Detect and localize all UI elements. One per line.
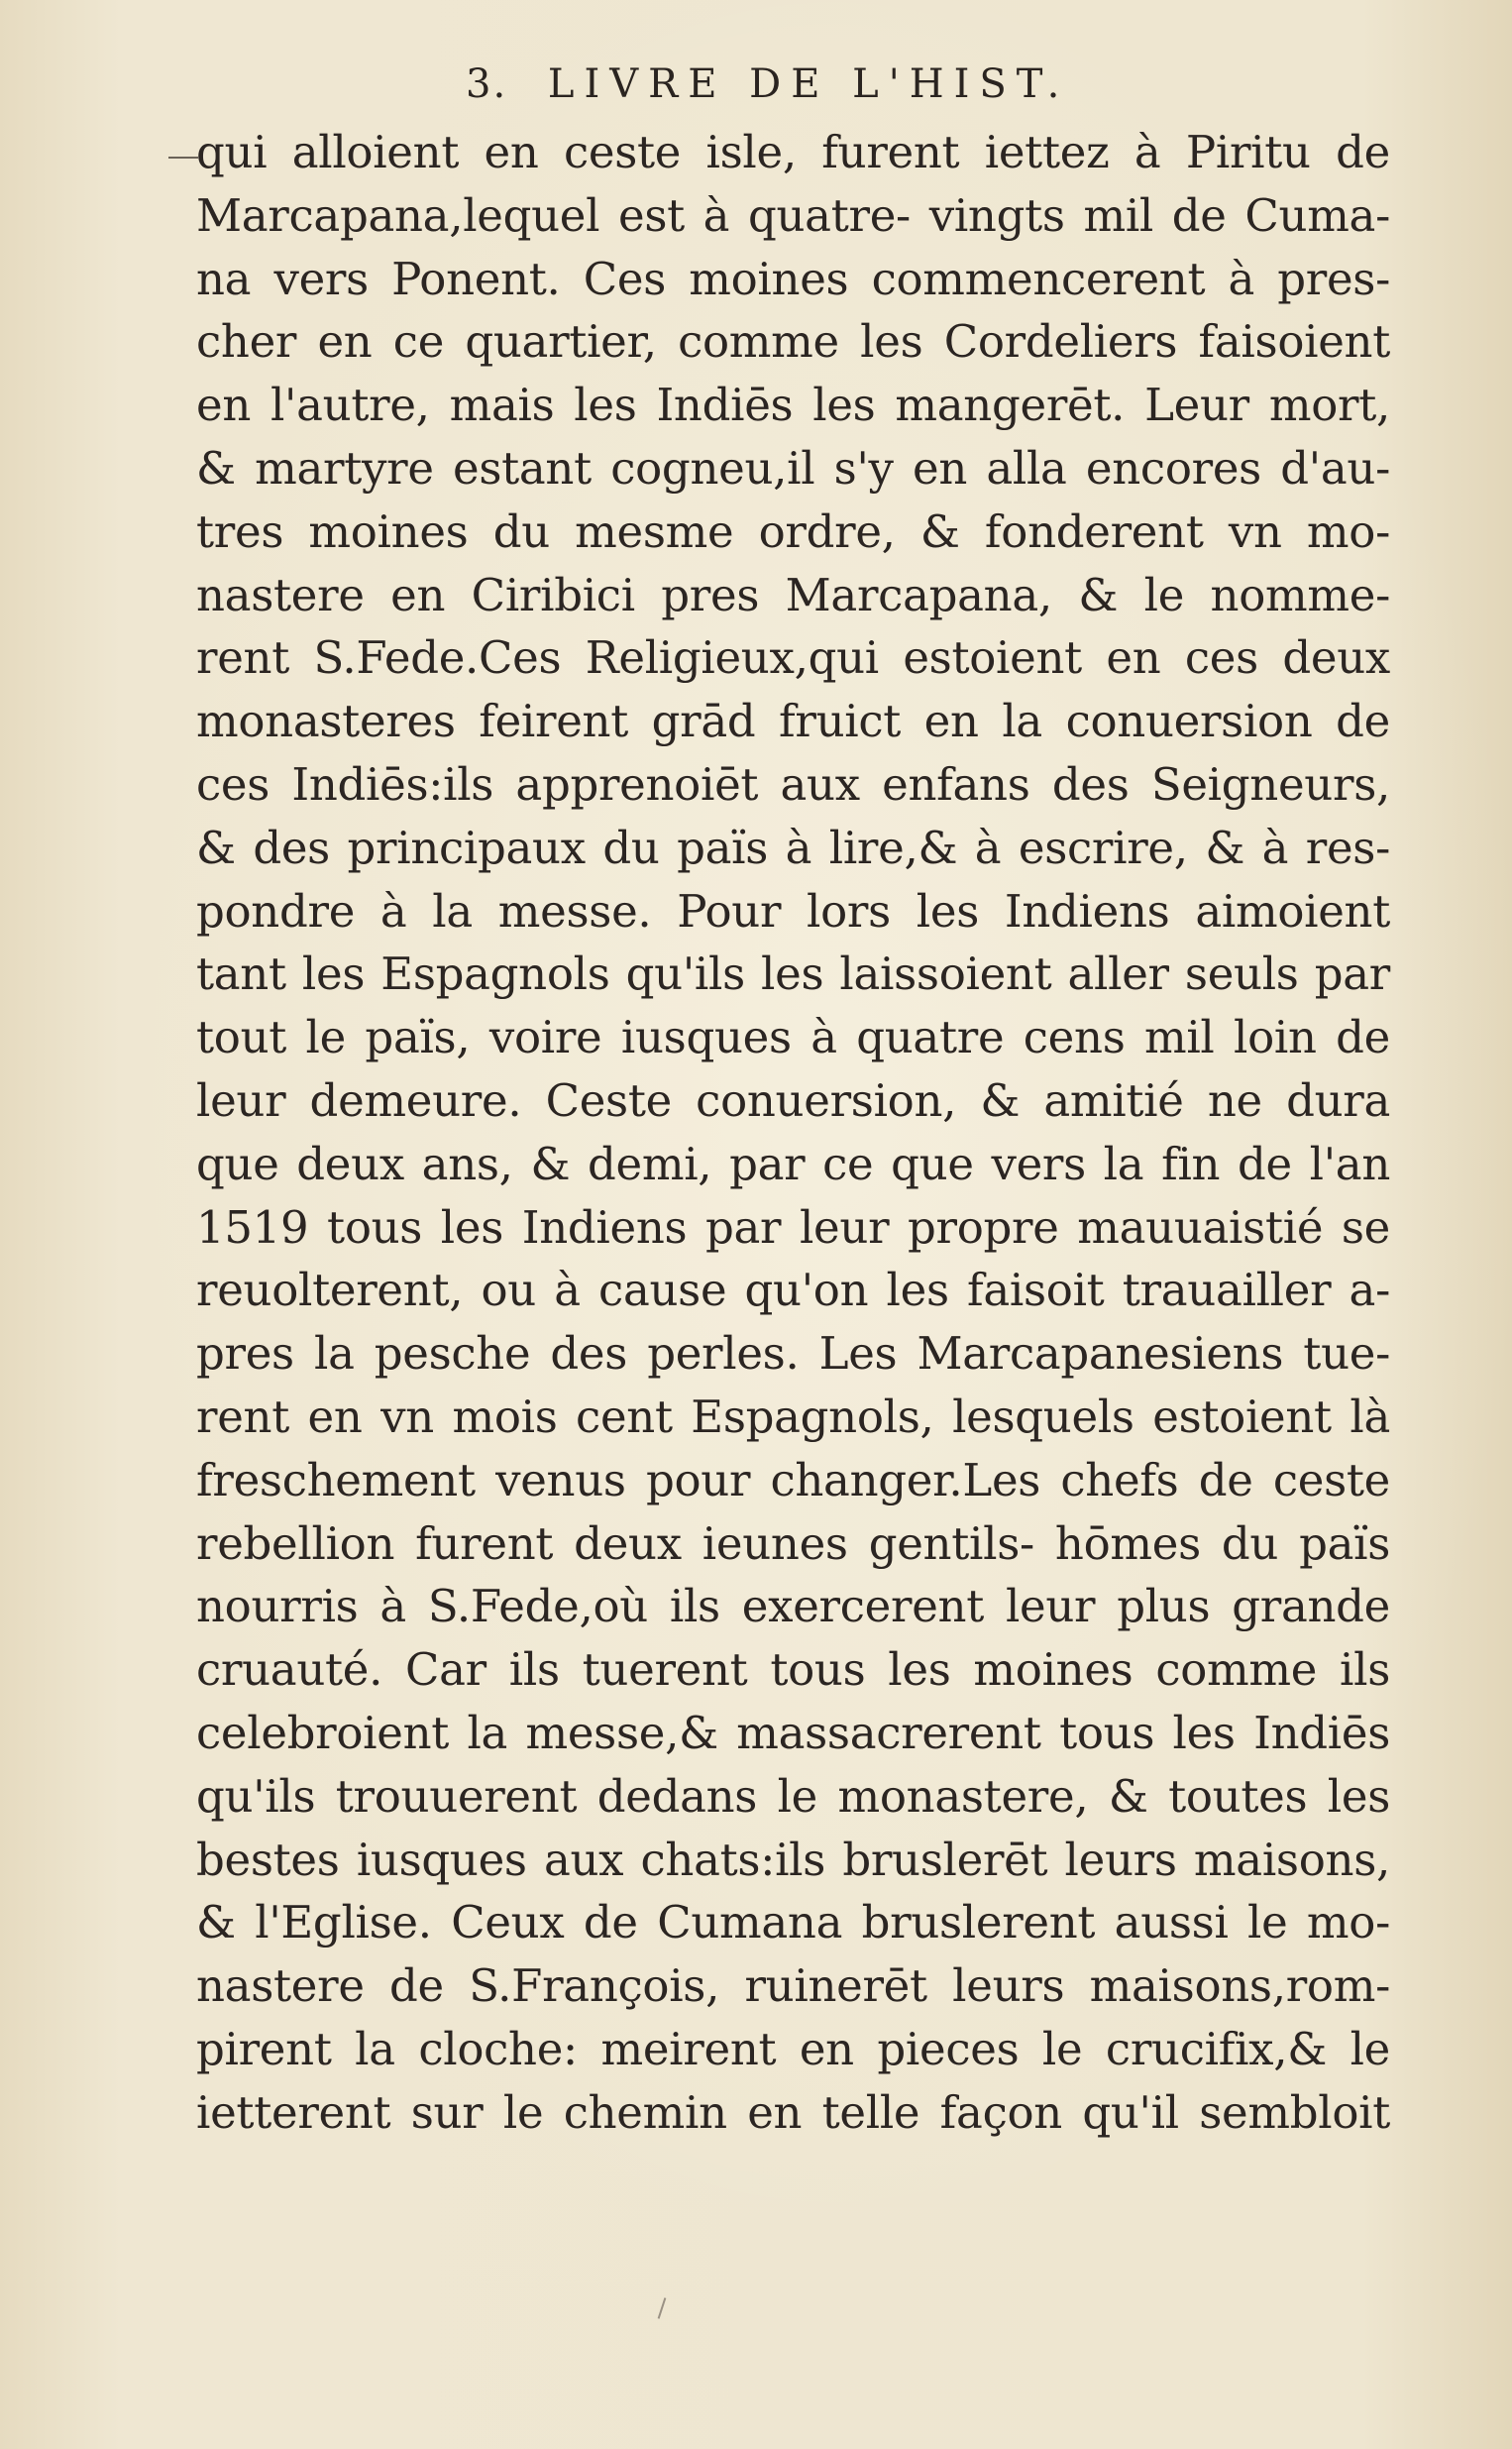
text-line: reuolterent, ou à cause qu'on les faisoit trauailler a- (196, 1264, 1390, 1317)
text-line: rent en vn mois cent Espagnols, lesquels estoient là (196, 1390, 1390, 1443)
text-line: leur demeure. Ceste conuersion, & amitié ne dura (196, 1073, 1390, 1127)
text-line: tant les Espagnols qu'ils les laissoient aller seuls par (196, 947, 1390, 1001)
text-line: cruauté. Car ils tuerent tous les moines comme ils (196, 1643, 1390, 1697)
text-line: & des principaux du païs à lire,& à escrire, & à res- (196, 821, 1390, 874)
text-line: & l'Eglise. Ceux de Cumana bruslerent aussi le mo- (196, 1896, 1390, 1949)
text-line: pirent la cloche: meirent en pieces le crucifix,& le (196, 2022, 1390, 2075)
text-line: celebroient la messe,& massacrerent tous les Indiēs (196, 1706, 1390, 1759)
text-line: tres moines du mesme ordre, & fonderent vn mo- (196, 504, 1390, 558)
text-line: 1519 tous les Indiens par leur propre mauuaistié se (196, 1200, 1390, 1254)
text-line: pondre à la messe. Pour lors les Indiens aimoient (196, 884, 1390, 938)
text-line: rebellion furent deux ieunes gentils- hōmes du païs (196, 1516, 1390, 1570)
running-head-title: LIVRE DE L'HIST. (547, 61, 1070, 107)
text-line: cher en ce quartier, comme les Cordeliers faisoient (196, 315, 1390, 369)
margin-mark (168, 157, 198, 159)
text-line: qu'ils trouuerent dedans le monastere, & toutes les (196, 1769, 1390, 1823)
text-line: nastere en Ciribici pres Marcapana, & le nomme- (196, 568, 1390, 621)
text-line: rent S.Fede.Ces Religieux,qui estoient en ces deux (196, 631, 1390, 685)
text-line: nastere de S.François, ruinerēt leurs maisons,rom- (196, 1959, 1390, 2013)
text-line: ces Indiēs:ils apprenoiēt aux enfans des Seigneurs, (196, 757, 1390, 811)
text-line: & martyre estant cogneu,il s'y en alla encores d'au- (196, 441, 1390, 495)
text-line: freschement venus pour changer.Les chefs de ceste (196, 1453, 1390, 1506)
body-text (196, 121, 1390, 2145)
text-line: qui alloient en ceste isle, furent iettez à Piritu de (196, 126, 1390, 178)
text-line: monasteres feirent grād fruict en la conuersion de (196, 695, 1390, 748)
text-line: na vers Ponent. Ces moines commencerent à pres- (196, 252, 1390, 305)
text-line: Marcapana,lequel est à quatre- vingts mil de Cuma- (196, 188, 1390, 242)
text-line: que deux ans, & demi, par ce que vers la fin de l'an (196, 1137, 1390, 1190)
stray-ink-mark (658, 2297, 667, 2319)
text-line: pres la pesche des perles. Les Marcapanesiens tue- (196, 1327, 1390, 1381)
text-line: tout le païs, voire iusques à quatre cens mil loin de (196, 1011, 1390, 1064)
page-number: 3. (466, 61, 508, 107)
running-head (466, 61, 1159, 107)
text-line: ietterent sur le chemin en telle façon qu'il sembloit (196, 2085, 1390, 2139)
text-line: bestes iusques aux chats:ils bruslerēt leurs maisons, (196, 1833, 1390, 1886)
text-line: nourris à S.Fede,où ils exercerent leur plus grande (196, 1580, 1390, 1633)
text-line: en l'autre, mais les Indiēs les mangerēt. Leur mort, (196, 379, 1390, 432)
